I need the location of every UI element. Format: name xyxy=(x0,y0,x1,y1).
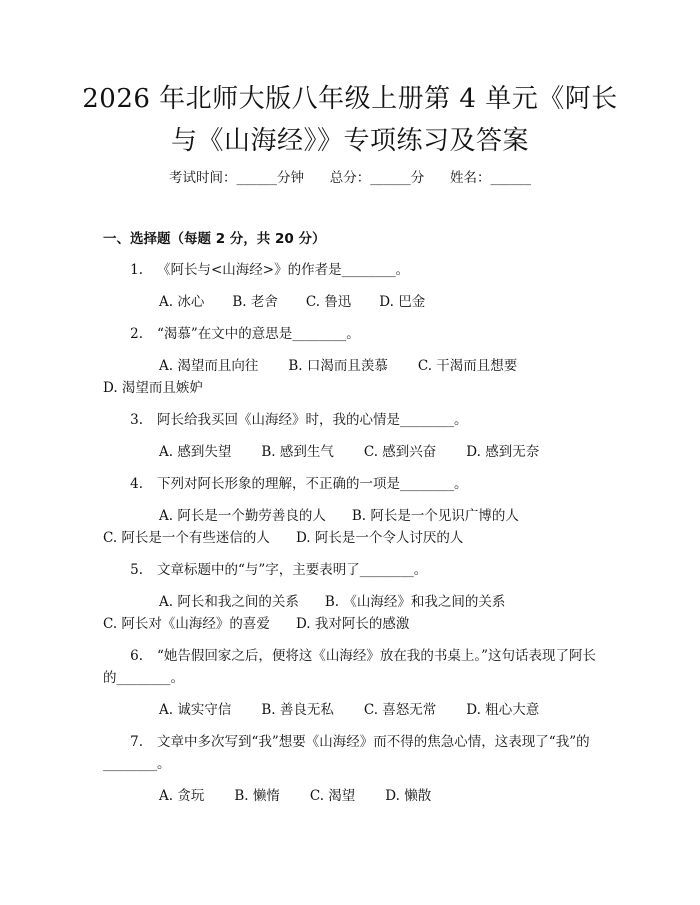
page-title-line1: 2026 年北师大版八年级上册第 4 单元《阿长 xyxy=(82,84,618,114)
option-d: D. 巴金 xyxy=(379,294,426,310)
option-a: A. 渴望而且向往 xyxy=(159,358,259,374)
question-5-options xyxy=(103,591,603,635)
option-b: B. 感到生气 xyxy=(261,444,334,460)
question-4-options xyxy=(103,505,603,549)
exam-time: 考试时间：______分钟 xyxy=(169,170,304,186)
option-d: D. 感到无奈 xyxy=(466,444,540,460)
option-d: D. 我对阿长的感激 xyxy=(295,616,410,632)
option-d: D. 粗心大意 xyxy=(466,702,540,718)
option-b: B. 阿长是一个见识广博的人 xyxy=(351,508,519,524)
page-title-line2: 与《山海经》》专项练习及答案 xyxy=(170,126,529,156)
question-number: 7. xyxy=(130,734,143,750)
option-c: C. 鲁迅 xyxy=(305,294,352,310)
question-3 xyxy=(103,409,603,431)
option-a: A. 阿长和我之间的关系 xyxy=(159,594,299,610)
section-heading: 一、选择题（每题 2 分，共 20 分） xyxy=(103,231,326,247)
question-6 xyxy=(103,645,603,689)
option-d: D. 阿长是一个令人讨厌的人 xyxy=(295,530,464,546)
option-b: B. 懒惰 xyxy=(234,788,280,804)
question-text: 文章标题中的“与”字，主要表明了________。 xyxy=(157,562,428,578)
option-a: A. 贪玩 xyxy=(159,788,205,804)
question-3-options xyxy=(103,441,603,463)
question-number: 5. xyxy=(130,562,143,578)
student-name: 姓名：______ xyxy=(450,170,531,186)
question-7-options xyxy=(103,785,603,807)
option-d: D. 渴望而且嫉妒 xyxy=(103,380,203,396)
option-b: B. 老舍 xyxy=(232,294,278,310)
option-c: C. 渴望 xyxy=(309,788,356,804)
question-1-options xyxy=(103,291,603,313)
option-d: D. 懒散 xyxy=(385,788,432,804)
question-6-options xyxy=(103,699,603,721)
question-text: “她告假回家之后，便将这《山海经》放在我的书桌上。”这句话表现了阿长的________。 xyxy=(103,648,597,686)
option-a: A. 诚实守信 xyxy=(159,702,232,718)
question-number: 3. xyxy=(130,412,143,428)
question-7 xyxy=(103,731,603,775)
option-c: C. 感到兴奋 xyxy=(363,444,437,460)
option-a: A. 冰心 xyxy=(159,294,205,310)
question-number: 4. xyxy=(130,476,143,492)
option-c: C. 喜怒无常 xyxy=(363,702,437,718)
exam-info xyxy=(0,168,700,188)
option-b: B. 《山海经》和我之间的关系 xyxy=(324,594,506,610)
question-2 xyxy=(103,323,603,345)
question-5 xyxy=(103,559,603,581)
option-c: C. 阿长是一个有些迷信的人 xyxy=(103,530,270,546)
question-text: “渴慕”在文中的意思是________。 xyxy=(157,326,360,342)
question-1 xyxy=(103,259,603,281)
question-4 xyxy=(103,473,603,495)
question-number: 6. xyxy=(130,648,143,664)
question-text: 阿长给我买回《山海经》时，我的心情是________。 xyxy=(157,412,468,428)
question-text: 下列对阿长形象的理解，不正确的一项是________。 xyxy=(157,476,468,492)
option-a: A. 阿长是一个勤劳善良的人 xyxy=(159,508,326,524)
question-number: 2. xyxy=(130,326,143,342)
question-2-options xyxy=(103,355,603,399)
question-text: 文章中多次写到“我”想要《山海经》而不得的焦急心情，这表现了“我”的________。 xyxy=(103,734,590,772)
option-b: B. 口渴而且羡慕 xyxy=(288,358,388,374)
option-c: C. 干渴而且想要 xyxy=(417,358,518,374)
option-c: C. 阿长对《山海经》的喜爱 xyxy=(103,616,270,632)
question-number: 1. xyxy=(130,262,143,278)
question-text: 《阿长与<山海经>》的作者是________。 xyxy=(157,262,410,278)
exam-total-score: 总分：______分 xyxy=(329,170,425,186)
option-a: A. 感到失望 xyxy=(159,444,232,460)
option-b: B. 善良无私 xyxy=(261,702,334,718)
